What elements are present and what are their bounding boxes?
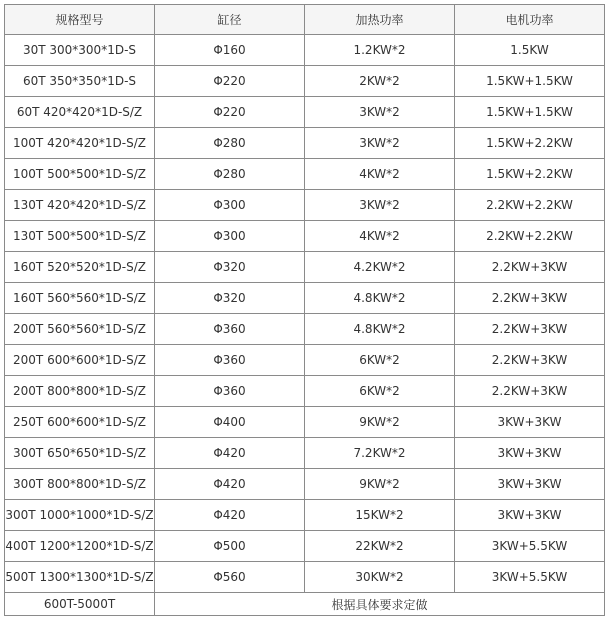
motor-power-cell: 2.2KW+3KW [455,314,605,345]
heating-power-cell: 3KW*2 [305,128,455,159]
header-row [5,5,605,35]
cylinder-bore-cell: Φ420 [155,438,305,469]
motor-power-cell: 3KW+3KW [455,407,605,438]
model-cell: 200T 560*560*1D-S/Z [5,314,155,345]
table-row [5,562,605,593]
model-cell: 60T 350*350*1D-S [5,66,155,97]
heating-power-cell: 7.2KW*2 [305,438,455,469]
model-cell: 200T 600*600*1D-S/Z [5,345,155,376]
model-cell: 100T 420*420*1D-S/Z [5,128,155,159]
motor-power-cell: 2.2KW+2.2KW [455,190,605,221]
motor-power-cell: 1.5KW+2.2KW [455,128,605,159]
spec-table [4,4,605,616]
table-row [5,252,605,283]
heating-power-cell: 3KW*2 [305,97,455,128]
table-row [5,221,605,252]
model-cell: 250T 600*600*1D-S/Z [5,407,155,438]
cylinder-bore-cell: Φ360 [155,376,305,407]
heating-power-cell: 6KW*2 [305,376,455,407]
cylinder-bore-cell: Φ420 [155,500,305,531]
cylinder-bore-cell: Φ320 [155,252,305,283]
footer-model-cell: 600T-5000T [5,593,155,616]
model-cell: 130T 420*420*1D-S/Z [5,190,155,221]
cylinder-bore-cell: Φ360 [155,345,305,376]
table-row [5,128,605,159]
model-cell: 300T 650*650*1D-S/Z [5,438,155,469]
model-cell: 160T 560*560*1D-S/Z [5,283,155,314]
heating-power-cell: 3KW*2 [305,190,455,221]
heating-power-cell: 6KW*2 [305,345,455,376]
table-header [5,5,605,35]
footer-note-cell: 根据具体要求定做 [155,593,605,616]
table-row [5,283,605,314]
model-cell: 400T 1200*1200*1D-S/Z [5,531,155,562]
motor-power-cell: 3KW+3KW [455,438,605,469]
motor-power-cell: 2.2KW+3KW [455,345,605,376]
cylinder-bore-cell: Φ300 [155,190,305,221]
heating-power-cell: 4.2KW*2 [305,252,455,283]
table-row [5,469,605,500]
header-cylinder-bore: 缸径 [155,5,305,35]
cylinder-bore-cell: Φ300 [155,221,305,252]
heating-power-cell: 4KW*2 [305,159,455,190]
motor-power-cell: 1.5KW+1.5KW [455,97,605,128]
motor-power-cell: 2.2KW+2.2KW [455,221,605,252]
table-row [5,159,605,190]
cylinder-bore-cell: Φ500 [155,531,305,562]
model-cell: 30T 300*300*1D-S [5,35,155,66]
header-motor-power: 电机功率 [455,5,605,35]
model-cell: 200T 800*800*1D-S/Z [5,376,155,407]
table-row [5,35,605,66]
cylinder-bore-cell: Φ320 [155,283,305,314]
heating-power-cell: 4KW*2 [305,221,455,252]
cylinder-bore-cell: Φ360 [155,314,305,345]
motor-power-cell: 3KW+3KW [455,500,605,531]
table-row [5,97,605,128]
heating-power-cell: 4.8KW*2 [305,283,455,314]
cylinder-bore-cell: Φ220 [155,66,305,97]
motor-power-cell: 1.5KW+2.2KW [455,159,605,190]
model-cell: 300T 800*800*1D-S/Z [5,469,155,500]
header-model: 规格型号 [5,5,155,35]
heating-power-cell: 9KW*2 [305,407,455,438]
table-row [5,190,605,221]
cylinder-bore-cell: Φ220 [155,97,305,128]
table-row [5,500,605,531]
motor-power-cell: 1.5KW [455,35,605,66]
heating-power-cell: 15KW*2 [305,500,455,531]
heating-power-cell: 1.2KW*2 [305,35,455,66]
model-cell: 130T 500*500*1D-S/Z [5,221,155,252]
table-row [5,531,605,562]
table-row [5,345,605,376]
cylinder-bore-cell: Φ560 [155,562,305,593]
table-row [5,376,605,407]
cylinder-bore-cell: Φ420 [155,469,305,500]
cylinder-bore-cell: Φ160 [155,35,305,66]
heating-power-cell: 30KW*2 [305,562,455,593]
cylinder-bore-cell: Φ280 [155,159,305,190]
table-row-footer [5,593,605,616]
heating-power-cell: 22KW*2 [305,531,455,562]
cylinder-bore-cell: Φ280 [155,128,305,159]
table-body [5,35,605,616]
motor-power-cell: 3KW+3KW [455,469,605,500]
table-row [5,66,605,97]
heating-power-cell: 2KW*2 [305,66,455,97]
heating-power-cell: 4.8KW*2 [305,314,455,345]
table-row [5,407,605,438]
cylinder-bore-cell: Φ400 [155,407,305,438]
model-cell: 160T 520*520*1D-S/Z [5,252,155,283]
motor-power-cell: 1.5KW+1.5KW [455,66,605,97]
motor-power-cell: 2.2KW+3KW [455,252,605,283]
motor-power-cell: 3KW+5.5KW [455,531,605,562]
table-row [5,314,605,345]
header-heating-power: 加热功率 [305,5,455,35]
motor-power-cell: 2.2KW+3KW [455,283,605,314]
motor-power-cell: 2.2KW+3KW [455,376,605,407]
table-row [5,438,605,469]
heating-power-cell: 9KW*2 [305,469,455,500]
model-cell: 100T 500*500*1D-S/Z [5,159,155,190]
model-cell: 500T 1300*1300*1D-S/Z [5,562,155,593]
motor-power-cell: 3KW+5.5KW [455,562,605,593]
model-cell: 300T 1000*1000*1D-S/Z [5,500,155,531]
model-cell: 60T 420*420*1D-S/Z [5,97,155,128]
